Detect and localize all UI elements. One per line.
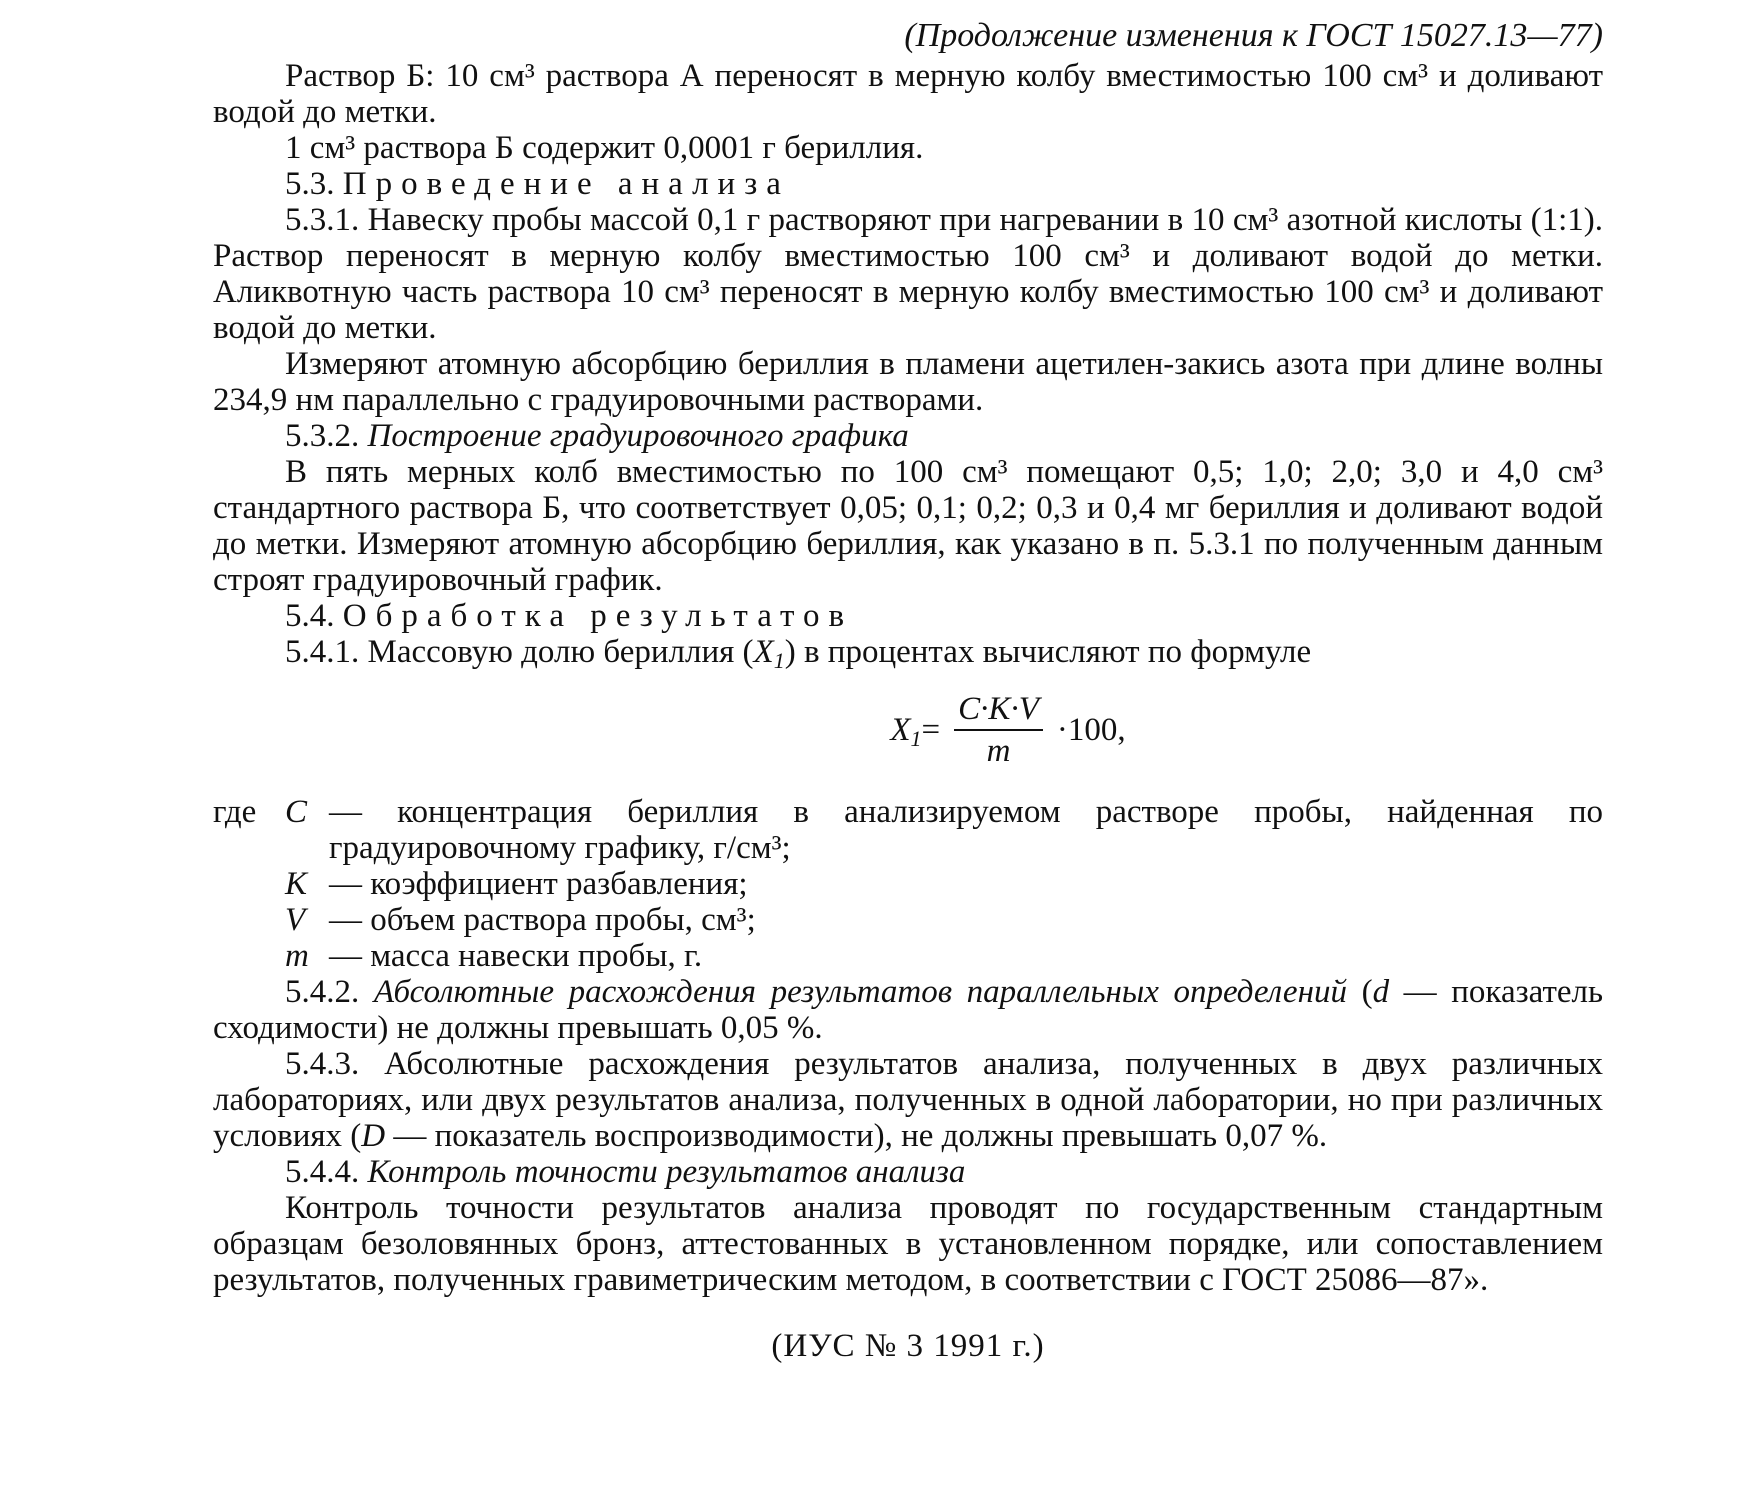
where-word: где (213, 794, 257, 830)
paragraph-5-4-2: 5.4.2. Абсолютные расхождения результатов параллельных определений (d — показатель сходимости) не должны превышать 0,05 %. (213, 974, 1604, 1046)
def-symbol: K (285, 866, 308, 902)
section-number: 5.3.2. (285, 418, 360, 454)
section-number: 5.4. (285, 598, 335, 634)
section-heading-5-4-4 (213, 1154, 1603, 1190)
formula-lhs: $X_1$ (890, 712, 922, 751)
section-title: Построение градуировочного графика (367, 418, 909, 454)
def-description: — объем раствора пробы, см³; (329, 902, 756, 938)
def-description: — концентрация бериллия в анализируемом растворе пробы, найденная по градуировочному графику, г/см³; (329, 794, 1603, 866)
formula-tail: ·100, (1056, 712, 1126, 748)
variable-definitions (213, 794, 1603, 974)
document-page (213, 18, 1603, 1364)
def-symbol: m (285, 938, 309, 974)
section-heading-5-4 (213, 598, 1603, 634)
section-title: Контроль точности результатов анализа (367, 1154, 966, 1190)
paragraph-solution-b-content: 1 см³ раствора Б содержит 0,0001 г бериллия. (285, 130, 924, 166)
section-number: 5.4.4. (285, 1154, 360, 1190)
paragraph-5-3-1: 5.3.1. Навеску пробы массой 0,1 г растворяют при нагревании в 10 см³ азотной кислоты (1:1). Раствор переносят в мерную колбу вместимостью 100 см³ и доливают водой до метки. Аликвотную часть раствора 10 см³ переносят в мерную колбу вместимостью 100 см³ и доливают водой до метки. (213, 202, 1603, 346)
where-word (213, 938, 285, 974)
section-title: Обработка результатов (342, 598, 854, 634)
def-description: — коэффициент разбавления; (329, 866, 748, 902)
section-number: 5.3. (285, 166, 335, 202)
section-heading-5-3-2 (213, 418, 1603, 454)
where-word (213, 866, 285, 902)
formula-fraction (954, 691, 1043, 769)
section-title: Проведение анализа (342, 166, 790, 202)
page-header: (Продолжение изменения к ГОСТ 15027.13—77) (904, 17, 1603, 54)
paragraph-5-4-4: Контроль точности результатов анализа проводят по государственным стандартным образцам безоловянных бронз, аттестованных в установленном порядке, или сопоставлением результатов, полученных гравиметрическим методом, в соответствии с ГОСТ 25086—87». (213, 1190, 1603, 1298)
formula-numerator: C·K·V (954, 691, 1043, 731)
paragraph-5-4-3: 5.4.3. Абсолютные расхождения результатов анализа, полученных в двух различных лабораториях, или двух результатов анализа, полученных в одной лаборатории, но при различных условиях (D — показатель воспроизводимости), не должны превышать 0,07 %. (213, 1046, 1603, 1154)
formula-equals: = (921, 712, 941, 748)
paragraph-5-4-1: 5.4.1. Массовую долю бериллия $(X_1)$ в процентах вычисляют по формуле (285, 634, 1312, 673)
page-footer: (ИУС № 3 1991 г.) (771, 1328, 1045, 1364)
paragraph-solution-b: Раствор Б: 10 см³ раствора А переносят в мерную колбу вместимостью 100 см³ и доливают водой до метки. (213, 58, 1603, 130)
formula-denominator: m (986, 733, 1011, 769)
variable-x1: $X_1$ (753, 634, 785, 673)
def-symbol: C (285, 794, 308, 830)
section-heading-5-3 (213, 166, 1603, 202)
where-word (213, 902, 285, 938)
formula (213, 676, 1603, 784)
paragraph-5-3-2: В пять мерных колб вместимостью по 100 см³ помещают 0,5; 1,0; 2,0; 3,0 и 4,0 см³ стандартного раствора Б, что соответствует 0,05; 0,1; 0,2; 0,3 и 0,4 мг бериллия и доливают водой до метки. Измеряют атомную абсорбцию бериллия, как указано в п. 5.3.1 по полученным данным строят градуировочный график. (213, 454, 1603, 598)
paragraph-measurement: Измеряют атомную абсорбцию бериллия в пламени ацетилен-закись азота при длине волны 234,9 нм параллельно с градуировочными растворами. (213, 346, 1603, 418)
def-symbol: V (285, 902, 306, 938)
def-description: — масса навески пробы, г. (329, 938, 703, 974)
